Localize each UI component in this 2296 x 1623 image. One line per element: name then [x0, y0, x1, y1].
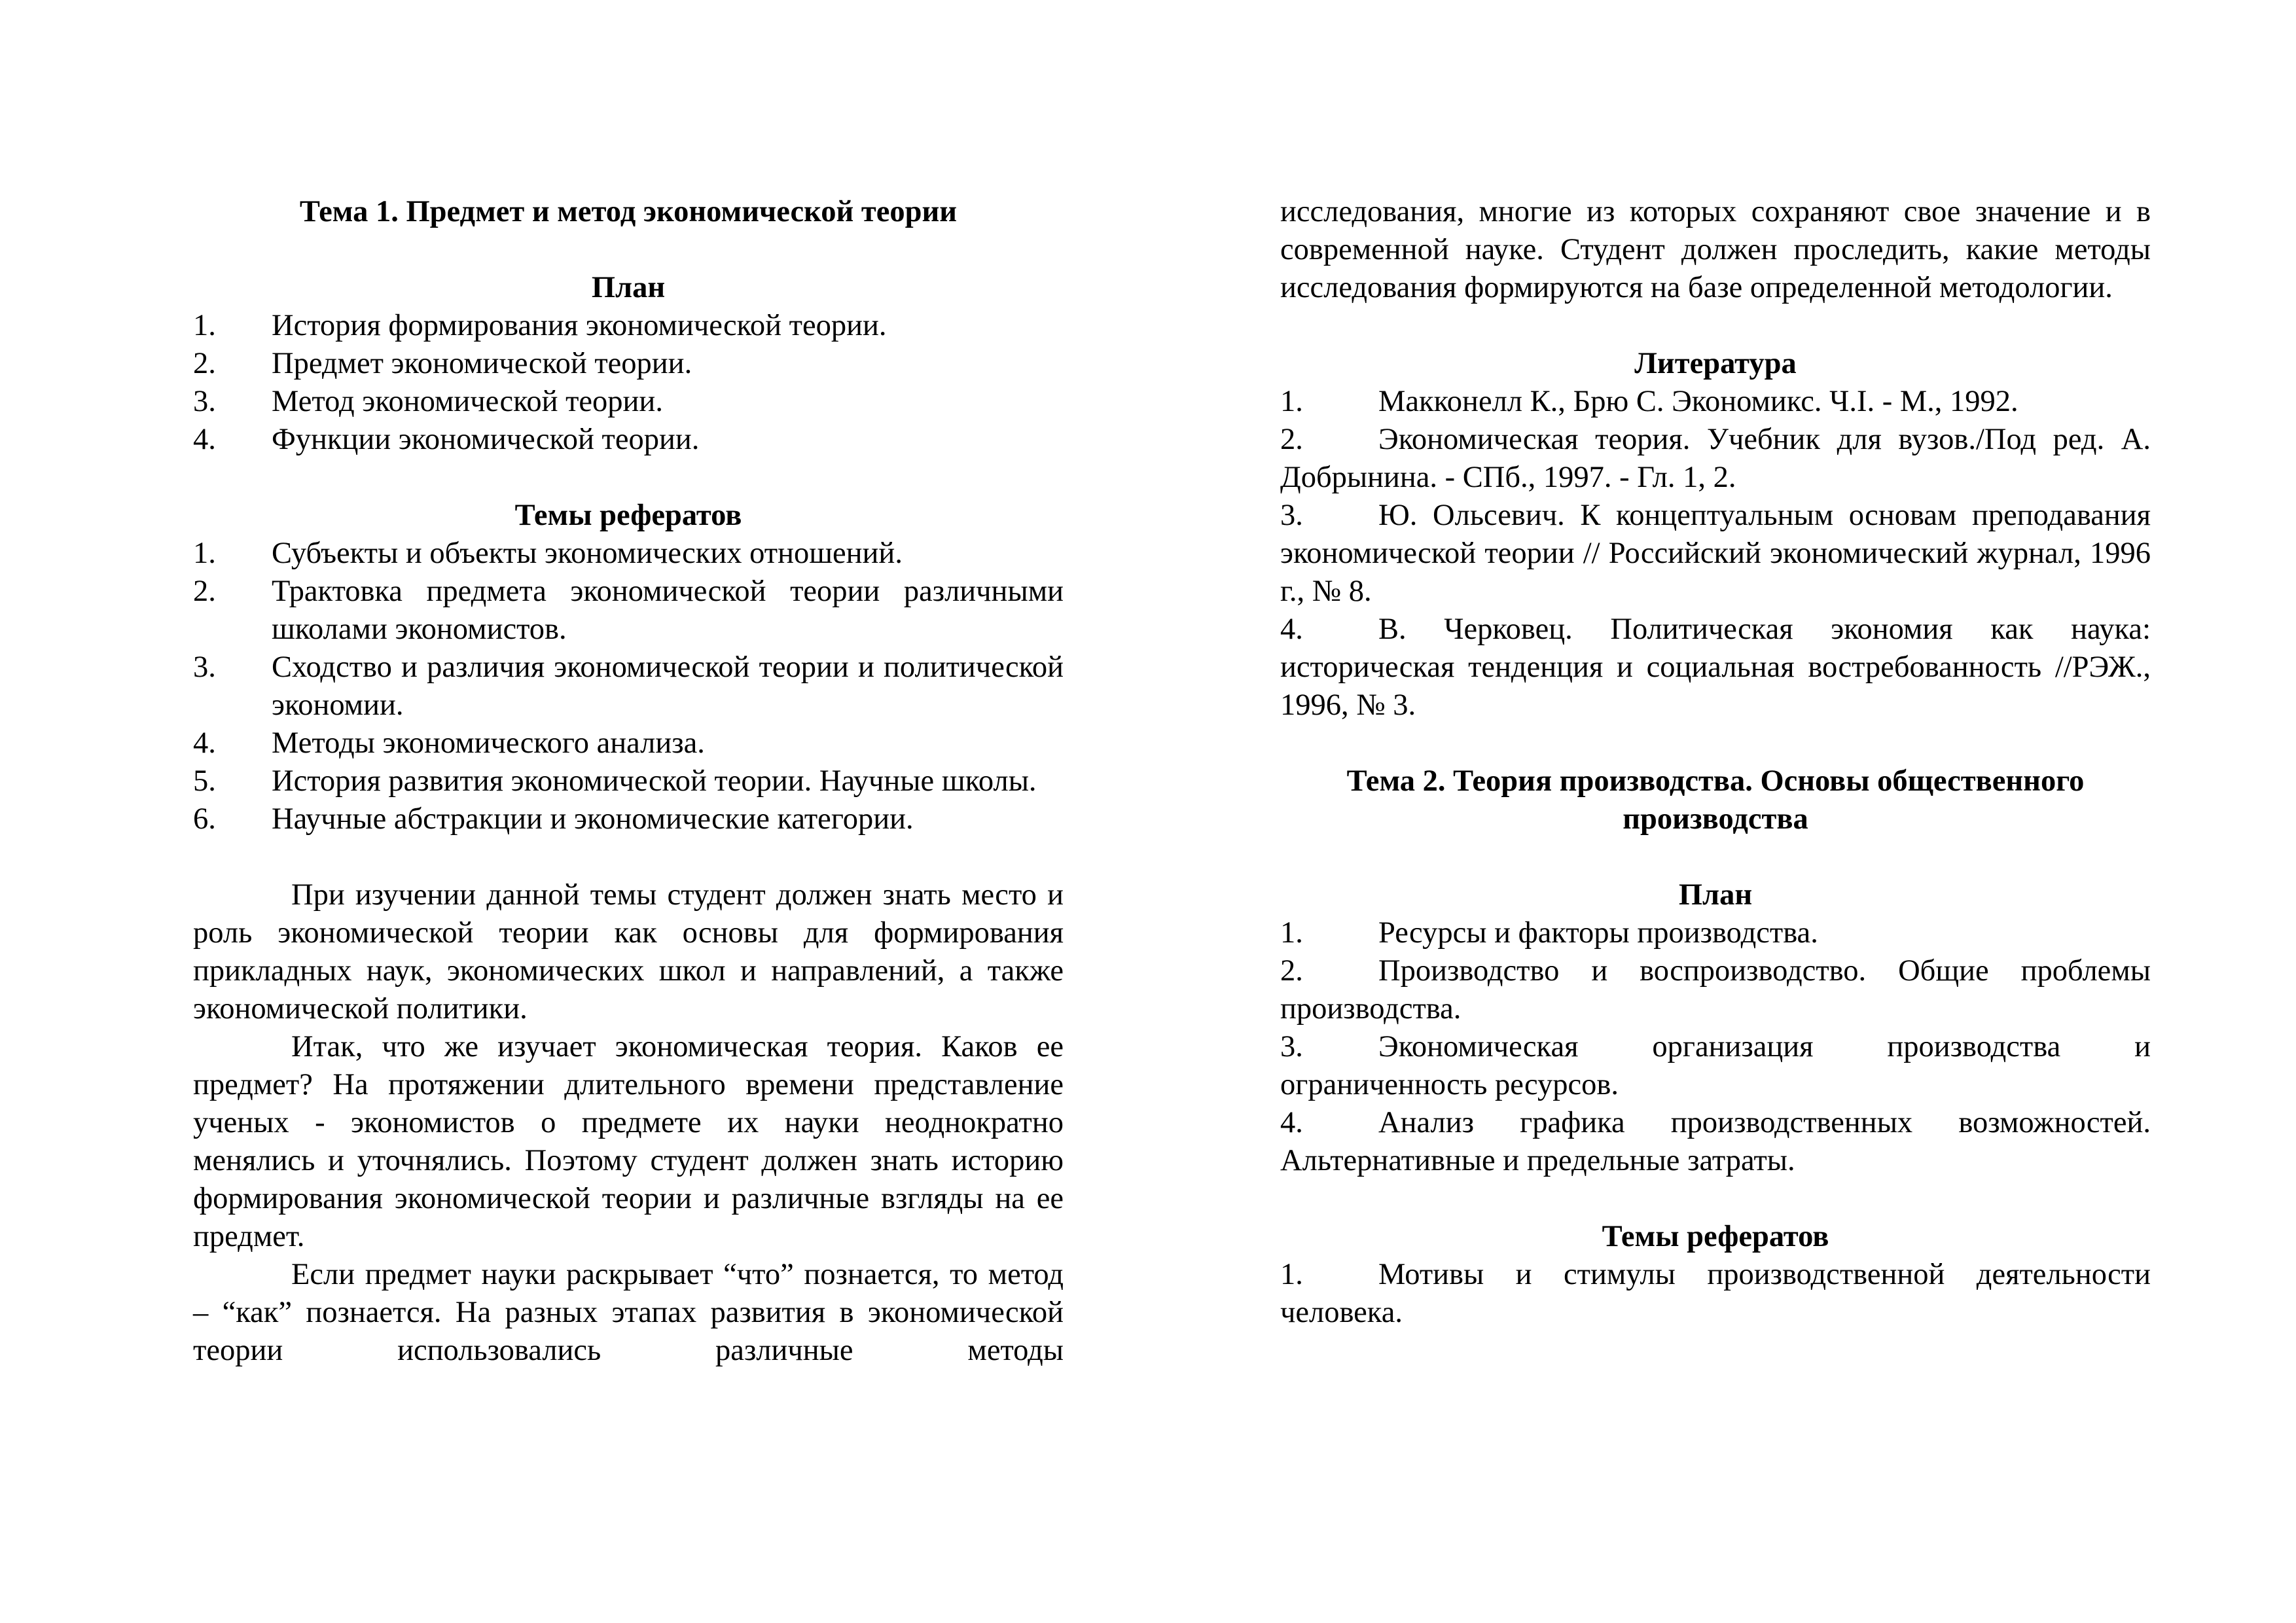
list-item: 4. Функции экономической теории. — [193, 423, 700, 456]
list-item: 2. Экономическая теория. Учебник для вузов./Под ред. А. Добрынина. - СПб., 1997. - Гл. 1, 2. — [1280, 423, 2151, 494]
essays-list — [1280, 1256, 2151, 1332]
left-column — [193, 193, 1064, 1370]
plan-list — [193, 307, 1064, 459]
plan-heading: План — [1678, 878, 1753, 912]
list-item: 2. Предмет экономической теории. — [193, 347, 692, 380]
body-paragraph: При изучении данной темы студент должен знать место и роль экономической теории как основы для формирования прикладных наук, экономических школ и направлений, а также экономической политики. — [193, 878, 1064, 1026]
list-item: 1. Субъекты и объекты экономических отношений. — [193, 537, 903, 570]
list-item: 5. История развития экономической теории. Научные школы. — [193, 764, 1037, 798]
list-item: 6. Научные абстракции и экономические категории. — [193, 802, 914, 836]
body-paragraph: Если предмет науки раскрывает “что” познается, то метод – “как” познается. На разных этапах развития в экономической теории использовались различные методы — [193, 1258, 1064, 1367]
list-item: 1. Макконелл К., Брю С. Экономикс. Ч.I. - М., 1992. — [1280, 385, 2018, 418]
list-item: 4. В. Черковец. Политическая экономия как наука: историческая тенденция и социальная востребованность //РЭЖ., 1996, № 3. — [1280, 613, 2151, 722]
list-item: 1. Ресурсы и факторы производства. — [1280, 916, 1818, 950]
list-item: 2. Производство и воспроизводство. Общие проблемы производства. — [1280, 954, 2151, 1026]
topic1-title: Тема 1. Предмет и метод экономической теории — [299, 195, 958, 228]
plan-heading: План — [591, 271, 666, 304]
list-item: 1. Мотивы и стимулы производственной деятельности человека. — [1280, 1258, 2151, 1329]
list-item: 3. Метод экономической теории. — [193, 385, 663, 418]
list-item: 3. Ю. Ольсевич. К концептуальным основам преподавания экономической теории // Российский экономический журнал, 1996 г., № 8. — [1280, 499, 2151, 608]
list-item: 4. Анализ графика производственных возможностей. Альтернативные и предельные затраты. — [1280, 1106, 2151, 1177]
continuation-paragraph: исследования, многие из которых сохраняют свое значение и в современной науке. Студент должен проследить, какие методы исследования формируются на базе определенной методологии. — [1280, 195, 2151, 304]
list-item: 2. Трактовка предмета экономической теории различными школами экономистов. — [193, 575, 1064, 646]
list-item: 1. История формирования экономической теории. — [193, 309, 887, 342]
essays-heading: Темы рефератов — [514, 499, 742, 532]
essays-heading: Темы рефератов — [1602, 1220, 1829, 1253]
body-paragraph: Итак, что же изучает экономическая теория. Каков ее предмет? На протяжении длительного времени представление ученых - экономистов о предмете их науки неоднократно менялись и уточнялись. Поэтому студент должен знать историю формирования экономической теории и различные взгляды на ее предмет. — [193, 1030, 1064, 1253]
essays-list — [193, 535, 1064, 838]
right-column — [1280, 193, 2151, 1332]
list-item: 3. Экономическая организация производства и ограниченность ресурсов. — [1280, 1030, 2151, 1101]
plan-list — [1280, 914, 2151, 1180]
topic2-title: Тема 2. Теория производства. Основы общественного производства — [1346, 764, 2085, 836]
literature-list — [1280, 383, 2151, 724]
literature-heading: Литература — [1634, 347, 1797, 380]
list-item: 4. Методы экономического анализа. — [193, 726, 705, 760]
list-item: 3. Сходство и различия экономической теории и политической экономии. — [193, 651, 1064, 722]
